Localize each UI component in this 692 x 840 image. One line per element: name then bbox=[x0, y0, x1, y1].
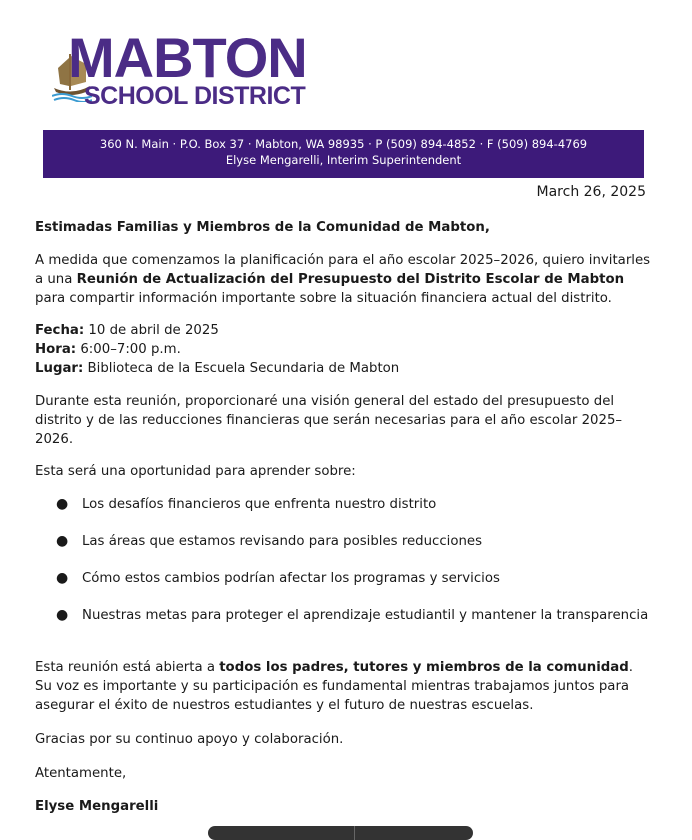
signature-name: Elyse Mengarelli bbox=[35, 799, 159, 814]
date-value: 10 de abril de 2025 bbox=[84, 323, 219, 338]
bottom-toolbar[interactable] bbox=[208, 826, 473, 840]
meeting-details bbox=[35, 321, 651, 378]
list-item bbox=[56, 495, 676, 532]
topics-list bbox=[56, 495, 676, 643]
time-row bbox=[35, 340, 651, 359]
intro-text-end: para compartir información importante sobre la situación financiera actual del distrito. bbox=[35, 291, 612, 306]
greeting-text: Estimadas Familias y Miembros de la Comunidad de Mabton, bbox=[35, 220, 490, 235]
bullet-icon: ● bbox=[56, 496, 69, 512]
closing-line: Atentamente, bbox=[35, 766, 127, 781]
list-item-text: Los desafíos financieros que enfrenta nuestro distrito bbox=[82, 497, 437, 512]
logo-subtitle: SCHOOL DISTRICT bbox=[84, 82, 306, 110]
location-label: Lugar: bbox=[35, 361, 84, 376]
date-label: Fecha: bbox=[35, 323, 85, 338]
list-intro: Esta será una oportunidad para aprender sobre: bbox=[35, 464, 356, 479]
thanks-line: Gracias por su continuo apoyo y colaboración. bbox=[35, 732, 344, 747]
list-item-text: Cómo estos cambios podrían afectar los programas y servicios bbox=[82, 571, 500, 586]
meeting-name: Reunión de Actualización del Presupuesto del Distrito Escolar de Mabton bbox=[76, 272, 625, 287]
bullet-icon: ● bbox=[56, 533, 69, 549]
contact-address: 360 N. Main · P.O. Box 37 · Mabton, WA 98935 · P (509) 894-4852 · F (509) 894-4769 bbox=[99, 137, 588, 151]
superintendent-line: Elyse Mengarelli, Interim Superintendent bbox=[225, 153, 462, 167]
invitation-text-end: . Su voz es importante y su participación es fundamental mientras trabajamos juntos para asegurar el éxito de nuestros estudiantes y el futuro de nuestras escuelas. bbox=[35, 660, 634, 713]
list-item-text: Nuestras metas para proteger el aprendizaje estudiantil y mantener la transparencia bbox=[82, 608, 649, 623]
location-value: Biblioteca de la Escuela Secundaria de Mabton bbox=[83, 361, 400, 376]
greeting bbox=[35, 218, 651, 237]
meeting-paragraph: Durante esta reunión, proporcionaré una visión general del estado del presupuesto del distrito y de las reducciones financieras que serán necesarias para el año escolar 2025–2026. bbox=[35, 394, 623, 447]
district-logo bbox=[52, 26, 312, 110]
toolbar-divider bbox=[354, 826, 355, 840]
intro-text: A medida que comenzamos la planificación para el año escolar 2025–2026, quiero invitarles a una bbox=[35, 253, 651, 287]
letter-date: March 26, 2025 bbox=[536, 184, 646, 200]
bullet-icon: ● bbox=[56, 607, 69, 623]
invitation-text: Esta reunión está abierta a bbox=[35, 660, 220, 675]
list-item bbox=[56, 606, 676, 643]
time-value: 6:00–7:00 p.m. bbox=[76, 342, 181, 357]
logo-wordmark: MABTON bbox=[68, 26, 307, 89]
location-row bbox=[35, 359, 651, 378]
date-row bbox=[35, 321, 651, 340]
intro-paragraph bbox=[35, 251, 651, 308]
signature bbox=[35, 797, 651, 816]
list-item bbox=[56, 532, 676, 569]
time-label: Hora: bbox=[35, 342, 77, 357]
list-item-text: Las áreas que estamos revisando para posibles reducciones bbox=[82, 534, 483, 549]
bullet-icon: ● bbox=[56, 570, 69, 586]
list-item bbox=[56, 569, 676, 606]
letterhead-banner bbox=[43, 130, 644, 178]
audience-text: todos los padres, tutores y miembros de la comunidad bbox=[219, 660, 629, 675]
open-invitation-paragraph bbox=[35, 658, 651, 715]
